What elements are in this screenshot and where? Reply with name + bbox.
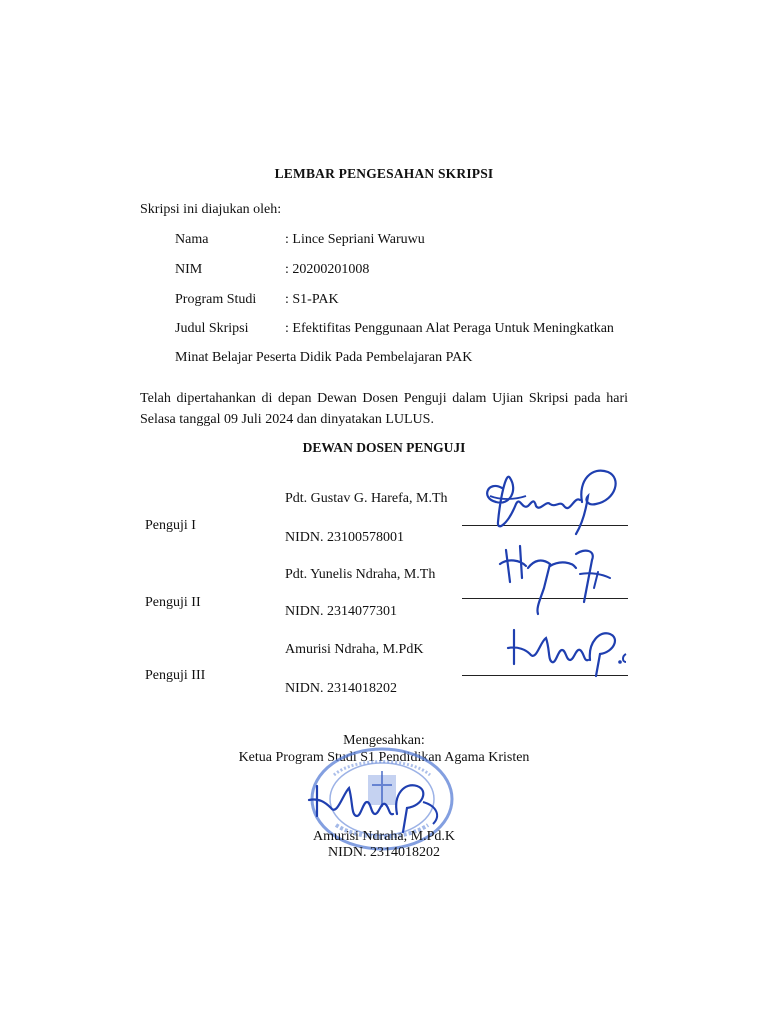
field-label-nama: Nama	[175, 232, 209, 247]
examiner-1-signature-icon	[470, 460, 630, 540]
statement-paragraph: Telah dipertahankan di depan Dewan Dosen Penguji dalam Ujian Skripsi pada hari Selasa tanggal 09 Juli 2024 dan dinyatakan LULUS.	[140, 391, 628, 427]
committee-heading: DEWAN DOSEN PENGUJI	[302, 440, 466, 455]
field-value-prodi: : S1-PAK	[285, 292, 339, 307]
intro-text: Skripsi ini diajukan oleh:	[140, 202, 282, 217]
examiner-3-nidn: NIDN. 2314018202	[285, 681, 397, 696]
examiner-3-name: Amurisi Ndraha, M.PdK	[285, 642, 424, 657]
document-title: LEMBAR PENGESAHAN SKRIPSI	[274, 166, 494, 181]
field-value-nama: : Lince Sepriani Waruwu	[285, 232, 425, 247]
examiner-2-nidn: NIDN. 2314077301	[285, 604, 397, 619]
field-label-prodi: Program Studi	[175, 292, 257, 307]
examiner-2-name: Pdt. Yunelis Ndraha, M.Th	[285, 567, 436, 582]
examiner-1-name: Pdt. Gustav G. Harefa, M.Th	[285, 491, 448, 506]
examiner-2-signature-icon	[480, 538, 630, 618]
examiner-3-role: Penguji III	[145, 668, 206, 683]
approval-position: Ketua Program Studi S1 Pendidikan Agama Kristen	[238, 750, 530, 765]
approval-label: Mengesahkan:	[343, 733, 425, 748]
examiner-1-role: Penguji I	[145, 518, 196, 533]
judul-continuation: Minat Belajar Peserta Didik Pada Pembelajaran PAK	[175, 350, 473, 365]
field-value-judul: : Efektifitas Penggunaan Alat Peraga Untuk Meningkatkan	[285, 321, 614, 336]
examiner-3-signature-icon	[500, 620, 640, 680]
field-label-judul: Judul Skripsi	[175, 321, 249, 336]
field-value-nim: : 20200201008	[285, 262, 370, 277]
approval-name: Amurisi Ndraha, M.Pd.K	[313, 829, 455, 844]
approval-nidn: NIDN. 2314018202	[328, 845, 440, 860]
examiner-1-nidn: NIDN. 23100578001	[285, 530, 404, 545]
field-label-nim: NIM	[175, 262, 203, 277]
examiner-2-role: Penguji II	[145, 595, 201, 610]
